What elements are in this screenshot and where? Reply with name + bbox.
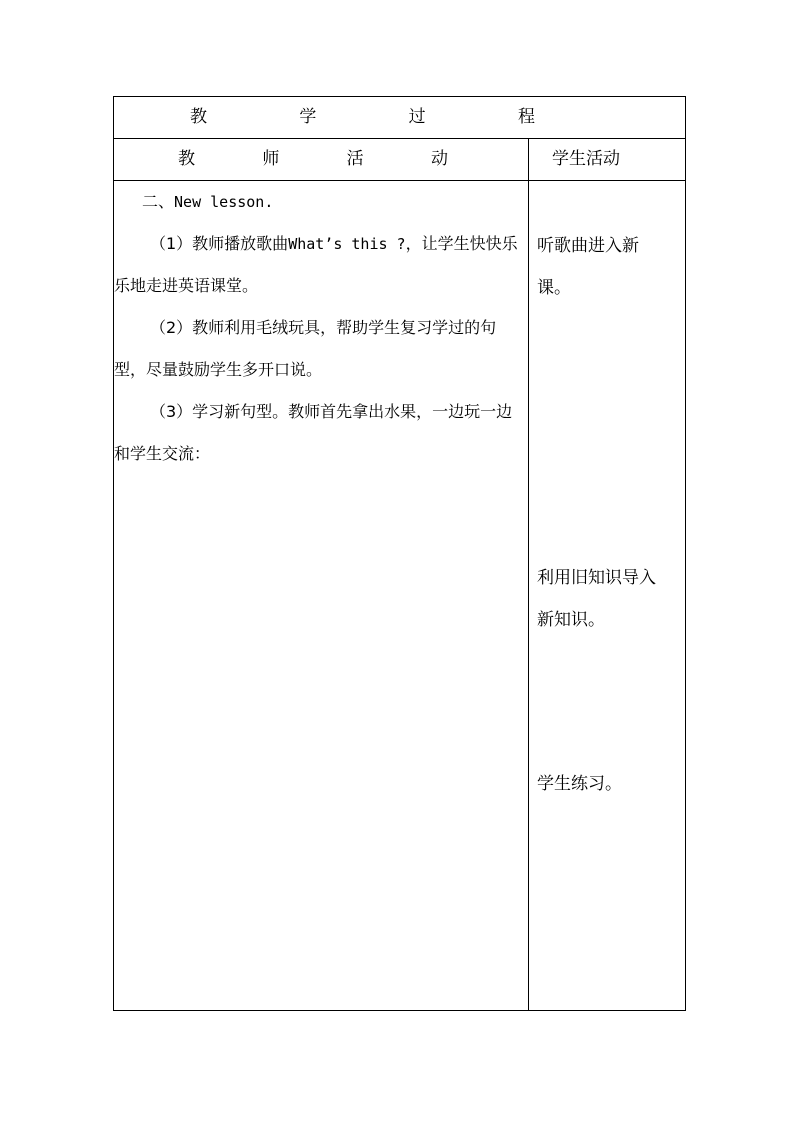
section-title-en: New lesson.: [174, 193, 274, 211]
teacher-activity-header: [114, 139, 528, 180]
student-note-1: 听歌曲进入新课。: [537, 236, 639, 298]
student-note-2: 利用旧知识导入新知识。: [537, 568, 656, 630]
song-title: What’s this ?: [288, 235, 406, 253]
step1-prefix: （1）教师播放歌曲: [150, 234, 289, 253]
section-title: [114, 181, 528, 223]
header-char: 教: [178, 149, 195, 169]
student-header-cell: [529, 139, 686, 181]
student-activity-header: 学生活动: [552, 149, 620, 169]
teacher-activity-cell: [114, 181, 529, 1011]
step1-suffix: ，让学生快快乐乐地走进英语课堂。: [114, 234, 518, 295]
title-char: 程: [517, 107, 535, 127]
student-activity-cell: [529, 181, 686, 1011]
header-char: 师: [262, 149, 280, 169]
header-char: 动: [430, 149, 448, 169]
title-cell: [114, 97, 686, 139]
lesson-table: [113, 96, 686, 1011]
step-2: （2）教师利用毛绒玩具，帮助学生复习学过的句型，尽量鼓励学生多开口说。: [114, 318, 497, 379]
student-note-3: 学生练习。: [537, 774, 622, 794]
title-char: 过: [408, 107, 426, 127]
teacher-header-cell: [114, 139, 529, 181]
step-3: （3）学习新句型。教师首先拿出水果，一边玩一边和学生交流：: [114, 402, 513, 463]
step-1: [114, 223, 528, 307]
header-row: [114, 139, 686, 181]
content-row: [114, 181, 686, 1011]
title-char: 教: [190, 107, 207, 127]
header-char: 活: [346, 149, 364, 169]
title-row: [114, 97, 686, 139]
title-char: 学: [299, 107, 317, 127]
section-prefix: 二、: [142, 192, 175, 211]
table-title: [114, 97, 685, 138]
